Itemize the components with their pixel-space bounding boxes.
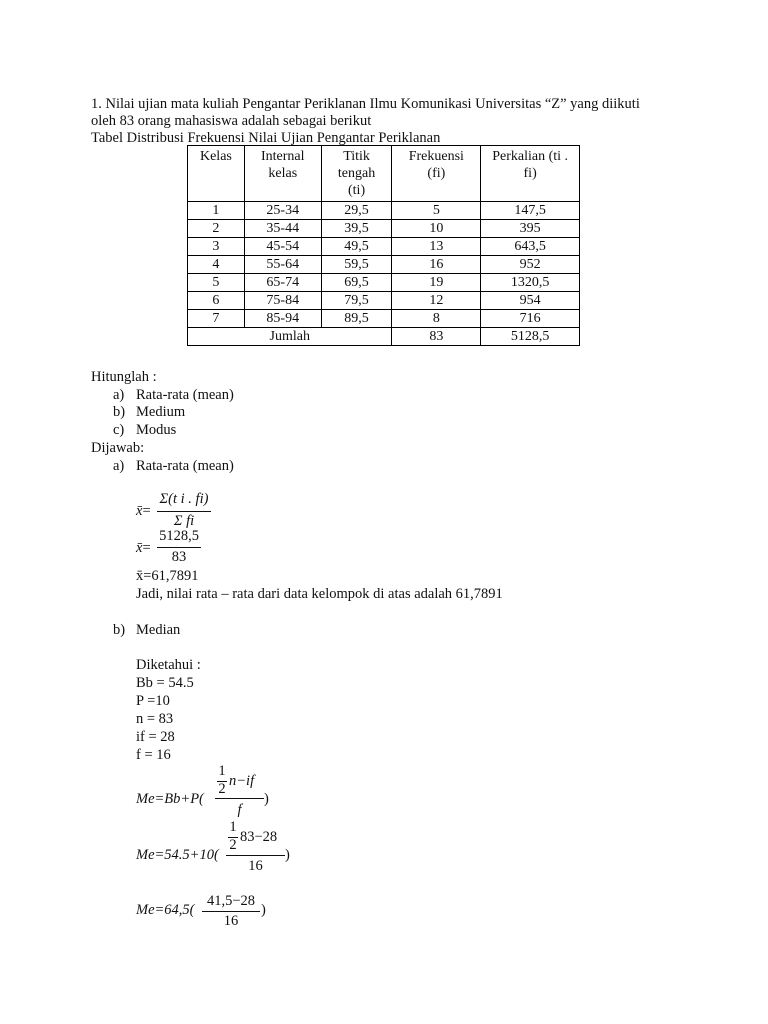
fraction-bar bbox=[215, 798, 264, 799]
mean-sub-numerator: 5128,5 bbox=[159, 528, 199, 544]
median-sub-lhs: Me=54.5+10( bbox=[136, 847, 219, 863]
fraction-bar bbox=[226, 855, 285, 856]
header-kelas: Kelas bbox=[188, 146, 245, 202]
table-total-row bbox=[188, 328, 580, 346]
median-sub-denominator: 16 bbox=[248, 858, 263, 874]
frequency-table bbox=[187, 145, 580, 346]
header-titik-tengah: Titik tengah (ti) bbox=[321, 146, 392, 202]
question-marker-b: b) bbox=[113, 404, 126, 420]
half-numerator: 1 bbox=[229, 819, 237, 835]
problem-line-2: oleh 83 orang mahasiswa adalah sebagai berikut bbox=[91, 113, 372, 129]
known-bb: Bb = 54.5 bbox=[136, 675, 194, 691]
median-step-numerator: 41,5−28 bbox=[206, 893, 256, 909]
mean-conclusion: Jadi, nilai rata – rata dari data kelompok di atas adalah 61,7891 bbox=[136, 586, 503, 602]
half-denominator: 2 bbox=[218, 781, 226, 797]
median-formula-numerator: n−if bbox=[229, 773, 255, 789]
table-row: 3 45-54 49,5 13 643,5 bbox=[188, 238, 580, 256]
questions-heading: Hitunglah : bbox=[91, 369, 157, 385]
median-step-close: ) bbox=[261, 902, 266, 918]
median-formula-denominator: f bbox=[237, 802, 242, 818]
fraction-bar bbox=[157, 511, 211, 512]
known-f: f = 16 bbox=[136, 747, 171, 763]
median-marker: b) bbox=[113, 622, 126, 638]
median-sub-close: ) bbox=[285, 847, 290, 863]
median-title: Median bbox=[136, 622, 181, 638]
median-step-lhs: Me=64,5( bbox=[136, 902, 195, 918]
mean-formula-lhs: x̄= bbox=[136, 503, 151, 519]
question-text-c: Modus bbox=[136, 422, 177, 438]
table-row: 1 25-34 29,5 5 147,5 bbox=[188, 202, 580, 220]
mean-formula-denominator: Σ fi bbox=[173, 513, 195, 529]
table-row: 6 75-84 79,5 12 954 bbox=[188, 292, 580, 310]
table-row: 5 65-74 69,5 19 1320,5 bbox=[188, 274, 580, 292]
header-perkalian: Perkalian (ti . fi) bbox=[481, 146, 580, 202]
fraction-bar bbox=[202, 911, 260, 912]
problem-line-1: 1. Nilai ujian mata kuliah Pengantar Periklanan Ilmu Komunikasi Universitas “Z” yang diikuti bbox=[91, 96, 640, 112]
known-if: if = 28 bbox=[136, 729, 175, 745]
table-row: 2 35-44 39,5 10 395 bbox=[188, 220, 580, 238]
mean-formula-numerator: Σ(t i . fi) bbox=[159, 491, 209, 507]
known-p: P =10 bbox=[136, 693, 170, 709]
known-n: n = 83 bbox=[136, 711, 174, 727]
header-frekuensi: Frekuensi (fi) bbox=[392, 146, 481, 202]
table-header-row bbox=[188, 146, 580, 202]
mean-sub-denominator: 83 bbox=[171, 549, 187, 565]
mean-marker: a) bbox=[113, 458, 125, 474]
table-row: 7 85-94 89,5 8 716 bbox=[188, 310, 580, 328]
total-fi: 83 bbox=[392, 328, 481, 346]
answer-heading: Dijawab: bbox=[91, 440, 145, 456]
mean-sub-lhs: x̄= bbox=[136, 540, 151, 556]
total-label: Jumlah bbox=[188, 328, 392, 346]
question-marker-a: a) bbox=[113, 387, 125, 403]
table-caption: Tabel Distribusi Frekuensi Nilai Ujian Pengantar Periklanan bbox=[91, 130, 441, 146]
half-numerator: 1 bbox=[218, 763, 226, 779]
header-interval: Internal kelas bbox=[244, 146, 321, 202]
mean-result: x̄=61,7891 bbox=[136, 568, 199, 584]
median-formula-close: ) bbox=[264, 791, 269, 807]
half-denominator: 2 bbox=[229, 837, 237, 853]
table-row: 4 55-64 59,5 16 952 bbox=[188, 256, 580, 274]
median-formula-lhs: Me=Bb+P( bbox=[136, 791, 204, 807]
question-marker-c: c) bbox=[113, 422, 125, 438]
question-text-b: Medium bbox=[136, 404, 186, 420]
total-tifi: 5128,5 bbox=[481, 328, 580, 346]
mean-title: Rata-rata (mean) bbox=[136, 458, 234, 474]
question-text-a: Rata-rata (mean) bbox=[136, 387, 234, 403]
median-step-denominator: 16 bbox=[223, 913, 239, 929]
median-sub-numerator: 83−28 bbox=[240, 829, 278, 845]
fraction-bar bbox=[157, 547, 201, 548]
known-heading: Diketahui : bbox=[136, 657, 201, 673]
